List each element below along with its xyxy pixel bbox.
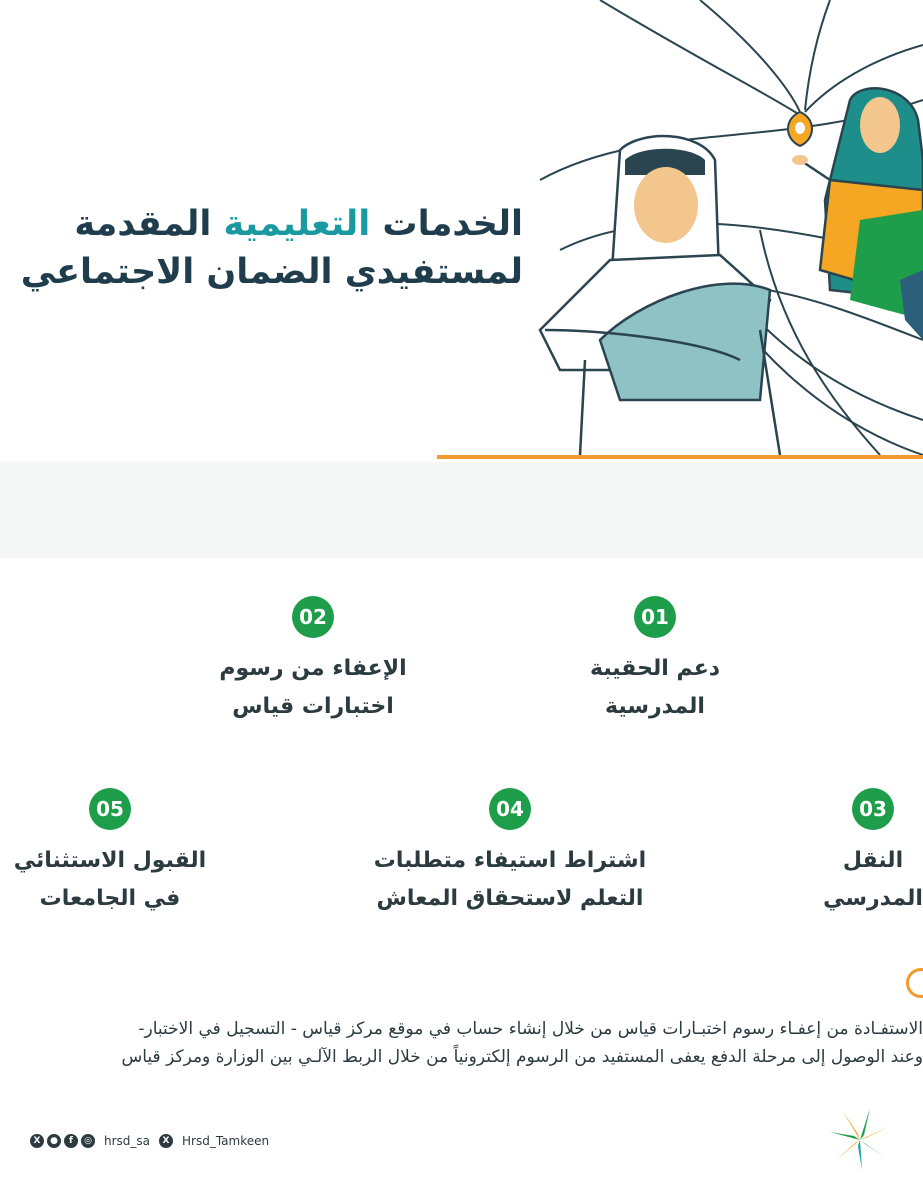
number-badge: 04 — [489, 788, 531, 830]
service-label-line1: دعم الحقيبة — [589, 656, 721, 681]
handle-hrsd-tamkeen[interactable]: Hrsd_Tamkeen — [182, 1134, 270, 1148]
divider-line — [437, 455, 923, 459]
instagram-icon[interactable]: ◎ — [81, 1134, 95, 1148]
x-icon[interactable]: X — [159, 1134, 173, 1148]
service-label-line2: المدرسي — [823, 886, 923, 911]
note-line2: وعند الوصول إلى مرحلة الدفع يعفى المستفيد من الرسوم إلكترونياً من خلال الربط الآلـي بين الوزارة ومركز قياس — [121, 1047, 923, 1067]
note-text — [122, 1015, 923, 1071]
snapchat-icon[interactable]: ● — [47, 1134, 61, 1148]
man-figure — [540, 136, 780, 455]
title-line2: لمستفيدي الضمان الاجتماعي — [20, 252, 523, 292]
service-item-3 — [803, 788, 923, 918]
page-title: الخدمات التعليمية المقدمة لمستفيدي الضمان الاجتماعي — [21, 200, 523, 296]
number-badge: 01 — [634, 596, 676, 638]
lightbulb-icon — [788, 112, 812, 146]
service-item-4 — [350, 788, 670, 918]
info-icon — [906, 968, 923, 998]
social-links — [30, 1134, 275, 1148]
service-label-line2: التعلم لاستحقاق المعاش — [376, 886, 644, 911]
service-item-1 — [495, 596, 815, 726]
service-label-line1: القبول الاستثنائي — [13, 848, 207, 873]
facebook-icon[interactable]: f — [64, 1134, 78, 1148]
x-icon[interactable]: X — [30, 1134, 44, 1148]
ministry-logo — [820, 1100, 900, 1180]
service-item-5 — [0, 788, 220, 918]
service-label-line2: المدرسية — [605, 694, 705, 719]
number-badge: 03 — [852, 788, 894, 830]
number-badge: 05 — [89, 788, 131, 830]
gray-band — [0, 462, 923, 558]
service-label-line2: في الجامعات — [39, 886, 181, 911]
note-line1: الاستفـادة من إعفـاء رسوم اختبـارات قياس من خلال إنشاء حساب في موقع مركز قياس - التسجيل في الاختبار- — [138, 1019, 923, 1039]
service-label-line1: اشتراط استيفاء متطلبات — [373, 848, 647, 873]
handle-hrsd-sa[interactable]: hrsd_sa — [104, 1134, 151, 1148]
service-label-line2: اختبارات قياس — [232, 694, 394, 719]
title-accent: التعليمية — [223, 204, 371, 244]
hero-section — [0, 0, 923, 458]
service-label-line1: الإعفاء من رسوم — [219, 656, 407, 681]
service-label-line1: النقل — [842, 848, 904, 873]
number-badge: 02 — [292, 596, 334, 638]
service-item-2 — [153, 596, 473, 726]
